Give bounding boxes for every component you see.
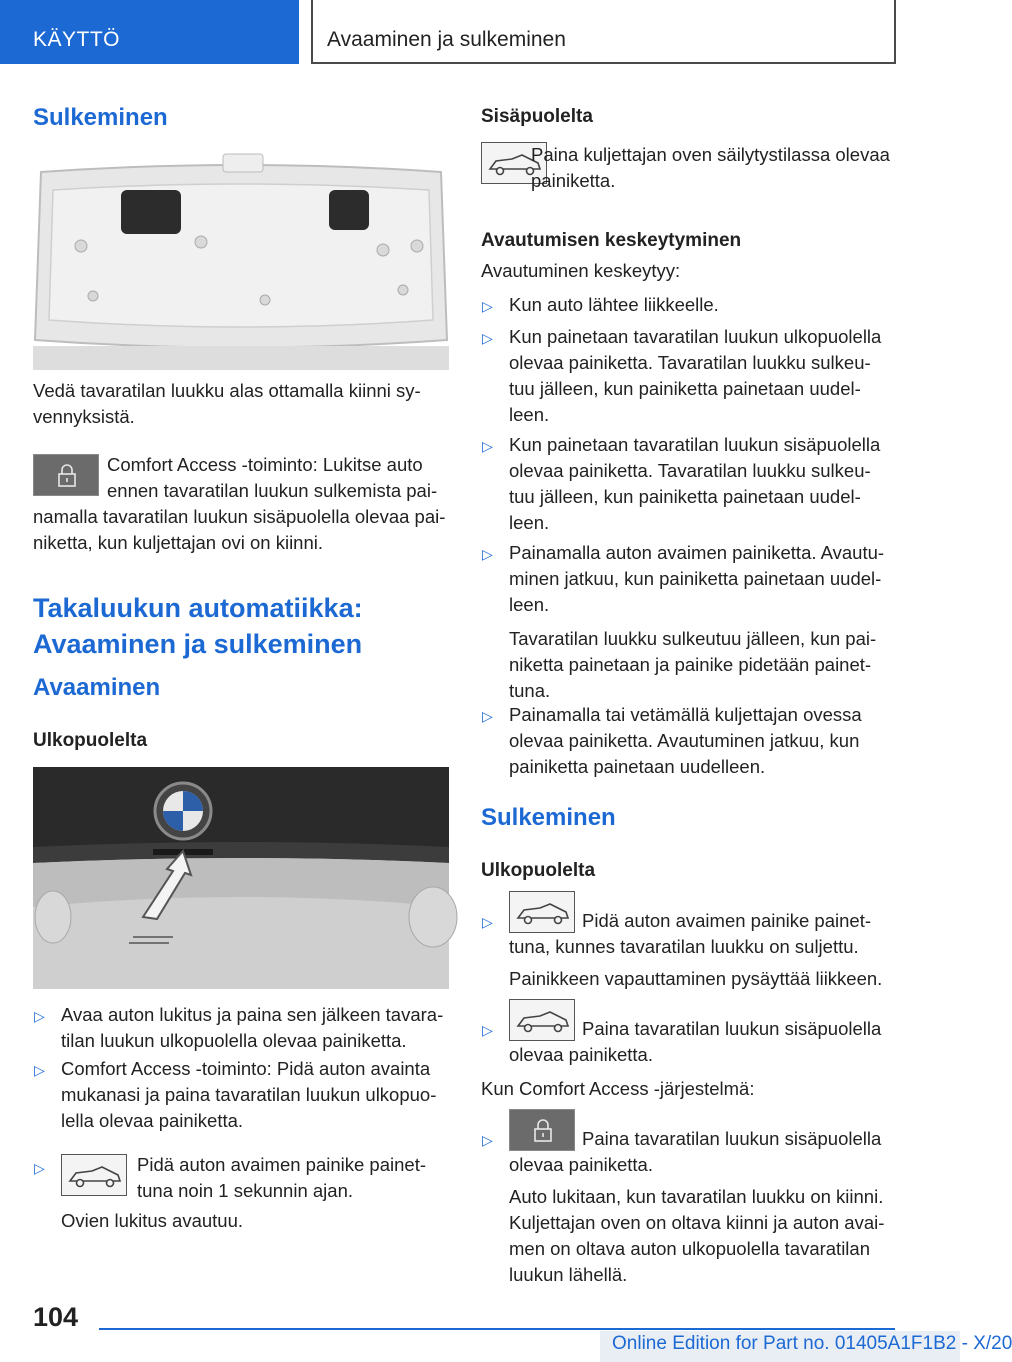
list-item-cont: olevaa painiketta. — [509, 1044, 653, 1065]
text-line: Auto lukitaan, kun tavaratilan luukku on kiinni. — [509, 1186, 884, 1207]
text-line: vennyksistä. — [33, 406, 135, 427]
heading-takaluukku — [33, 590, 453, 662]
text-line: Painamalla auton avaimen painiketta. Avautu‐ — [509, 542, 885, 563]
text-line: niketta, kun kuljettajan ovi on kiinni. — [33, 532, 324, 553]
triangle-right-icon: ▷ — [34, 1008, 45, 1024]
text-line: tuu jälleen, kun painiketta painetaan uudel‐ — [509, 486, 861, 507]
tailgate-exterior-image — [33, 767, 449, 989]
text-line: Paina kuljettajan oven säilytystilassa olevaa — [531, 144, 890, 165]
paragraph-pull-down — [33, 378, 449, 430]
triangle-right-icon: ▷ — [482, 1132, 493, 1148]
triangle-right-icon: ▷ — [482, 914, 493, 930]
trunk-lid-interior-image — [33, 150, 449, 370]
list-item — [509, 702, 899, 780]
chapter-box — [311, 0, 896, 64]
lock-icon — [509, 1109, 575, 1151]
text-line: leen. — [509, 594, 550, 615]
list-item: Paina tavaratilan luukun sisäpuolella — [582, 1018, 882, 1039]
list-item — [61, 1002, 453, 1054]
heading-sisapuolelta: Sisäpuolelta — [481, 106, 593, 127]
list-item: Kun auto lähtee liikkeelle. — [509, 294, 719, 315]
text-line: leen. — [509, 404, 550, 425]
text-line: ennen tavaratilan luukun sulkemista pai‐ — [107, 480, 438, 501]
text-line: olevaa painiketta. Tavaratilan luukku sulkeu‐ — [509, 460, 871, 481]
text-line: Painamalla tai vetämällä kuljettajan ovessa — [509, 704, 862, 725]
list-item-note: Ovien lukitus avautuu. — [61, 1210, 244, 1231]
triangle-right-icon: ▷ — [34, 1160, 45, 1176]
text-line: Vedä tavaratilan luukku alas ottamalla kiinni sy‐ — [33, 380, 421, 401]
text-line: Comfort Access -toiminto: Pidä auton avainta — [61, 1058, 431, 1079]
list-item: Paina tavaratilan luukun sisäpuolella — [582, 1128, 882, 1149]
edition-text: Online Edition for Part no. 01405A1F1B2 - X/20 — [612, 1333, 1012, 1354]
triangle-right-icon: ▷ — [34, 1062, 45, 1078]
text-line: men on oltava auton ulkopuolella tavaratilan — [509, 1238, 870, 1259]
list-item: Pidä auton avaimen painike painet‐ — [582, 910, 871, 931]
text-line: painiketta. — [531, 170, 616, 191]
text-line: olevaa painiketta. Tavaratilan luukku sulkeu‐ — [509, 352, 871, 373]
text-line: tuna, kunnes tavaratilan luukku on suljettu. — [509, 936, 859, 957]
list-item-cont — [509, 1152, 901, 1288]
list-item — [509, 432, 899, 536]
triangle-right-icon: ▷ — [482, 298, 493, 314]
text-line: leen. — [509, 512, 550, 533]
text-line: Avaa auton lukitus ja paina sen jälkeen tavara‐ — [61, 1004, 444, 1025]
lock-icon — [33, 454, 99, 496]
text-line: lella olevaa painiketta. — [61, 1110, 244, 1131]
heading-sulkeminen: Sulkeminen — [33, 104, 168, 131]
section-tab — [0, 0, 299, 64]
heading-line: Avaaminen ja sulkeminen — [33, 629, 363, 659]
footer-divider — [99, 1328, 895, 1330]
chapter-title: Avaaminen ja sulkeminen — [327, 28, 566, 51]
triangle-right-icon: ▷ — [482, 546, 493, 562]
text-line: tuna noin 1 sekunnin ajan. — [137, 1180, 354, 1201]
triangle-right-icon: ▷ — [482, 438, 493, 454]
list-item — [509, 540, 899, 704]
text-line: painiketta painetaan uudelleen. — [509, 756, 766, 777]
text-line: tuu jälleen, kun painiketta painetaan uudel‐ — [509, 378, 861, 399]
text-line: Tavaratilan luukku sulkeutuu jälleen, kun pai‐ — [509, 628, 877, 649]
car-tailgate-icon — [509, 891, 575, 933]
heading-line: Takaluukun automatiikka: — [33, 593, 363, 623]
text-line: Pidä auton avaimen painike painet‐ — [137, 1154, 426, 1175]
triangle-right-icon: ▷ — [482, 1022, 493, 1038]
heading-sulkeminen-2: Sulkeminen — [481, 804, 616, 831]
comfort-access-note-cont — [33, 504, 453, 556]
page-number: 104 — [33, 1302, 79, 1332]
comfort-access-note — [107, 452, 449, 504]
list-item — [509, 324, 899, 428]
heading-avaaminen: Avaaminen — [33, 674, 161, 701]
list-item — [137, 1152, 453, 1204]
text-line: tilan luukun ulkopuolella olevaa painiketta. — [61, 1030, 407, 1051]
text-line: niketta painetaan ja painike pidetään painet‐ — [509, 654, 872, 675]
text-line: Kun painetaan tavaratilan luukun ulkopuolella — [509, 326, 882, 347]
list-item — [61, 1056, 453, 1134]
text-line: mukanasi ja paina tavaratilan luukun ulkopuo‐ — [61, 1084, 437, 1105]
paragraph-comfort-access: Kun Comfort Access -järjestelmä: — [481, 1078, 755, 1099]
car-tailgate-icon — [509, 999, 575, 1041]
text-line: Kuljettajan oven on oltava kiinni ja auton avai‐ — [509, 1212, 885, 1233]
heading-ulkopuolelta: Ulkopuolelta — [33, 730, 148, 751]
paragraph-sisapuolelta — [531, 142, 895, 194]
list-item-cont — [509, 934, 899, 992]
heading-keskeytyminen: Avautumisen keskeytyminen — [481, 230, 742, 251]
text-line: tuna. — [509, 680, 551, 701]
paragraph-intro: Avautuminen keskeytyy: — [481, 260, 681, 281]
text-line: olevaa painiketta. — [509, 1154, 653, 1175]
text-line: luukun lähellä. — [509, 1264, 628, 1285]
text-line: Kun painetaan tavaratilan luukun sisäpuolella — [509, 434, 881, 455]
triangle-right-icon: ▷ — [482, 330, 493, 346]
heading-ulkopuolelta-2: Ulkopuolelta — [481, 860, 596, 881]
text-line: namalla tavaratilan luukun sisäpuolella olevaa pai‐ — [33, 506, 446, 527]
triangle-right-icon: ▷ — [482, 708, 493, 724]
car-tailgate-icon — [61, 1154, 127, 1196]
text-line: minen jatkuu, kun painiketta painetaan uudel‐ — [509, 568, 882, 589]
text-line: Painikkeen vapauttaminen pysäyttää liikkeen. — [509, 968, 883, 989]
section-title: KÄYTTÖ — [33, 28, 121, 51]
text-line: Comfort Access -toiminto: Lukitse auto — [107, 454, 423, 475]
text-line: olevaa painiketta. Avautuminen jatkuu, kun — [509, 730, 860, 751]
